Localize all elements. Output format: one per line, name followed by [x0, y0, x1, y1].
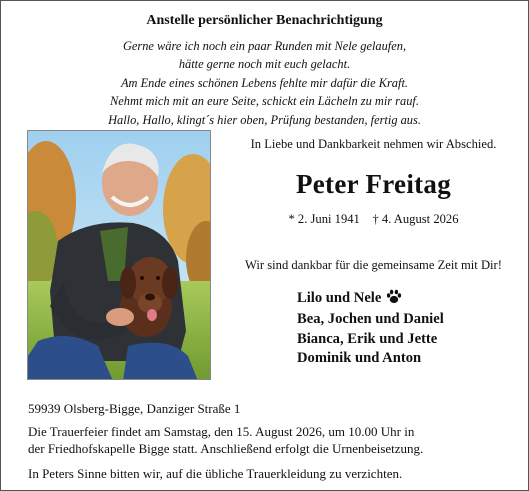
family-name: Bea, Jochen und Daniel — [297, 311, 444, 328]
family-name: Bianca, Erik und Jette — [297, 330, 438, 347]
funeral-details — [28, 423, 423, 457]
attire-note: In Peters Sinne bitten wir, auf die übliche Trauerkleidung zu verzichten. — [28, 466, 403, 481]
poem — [1, 37, 528, 129]
notice-heading: Anstelle persönlicher Benachrichtigung — [146, 13, 383, 28]
family-name: Lilo und Nele — [297, 290, 382, 306]
poem-line: Nehmt mich mit an eure Seite, schickt ein Lächeln zu mir rauf. — [110, 94, 419, 109]
family-row — [297, 289, 444, 310]
family-list — [297, 289, 444, 368]
poem-line: Hallo, Hallo, klingt´s hier oben, Prüfung bestanden, fertig aus. — [108, 112, 421, 127]
funeral-line: der Friedhofskapelle Bigge statt. Anschließend erfolgt die Urnenbeisetzung. — [28, 441, 424, 456]
thanks-line: Wir sind dankbar für die gemeinsame Zeit mit Dir! — [245, 258, 502, 272]
poem-line: hätte gerne noch mit euch gelacht. — [178, 57, 351, 72]
portrait-photo — [27, 130, 211, 380]
funeral-line: Die Trauerfeier findet am Samstag, den 15. August 2026, um 10.00 Uhr in — [28, 424, 415, 439]
family-name: Dominik und Anton — [297, 349, 422, 366]
poem-line: Am Ende eines schönen Lebens fehlte mir dafür die Kraft. — [120, 75, 408, 90]
mourning-address: 59939 Olsberg-Bigge, Danziger Straße 1 — [28, 401, 241, 416]
paw-print-icon — [386, 289, 402, 310]
life-dates: * 2. Juni 1941 † 4. August 2026 — [288, 212, 459, 226]
poem-line: Gerne wäre ich noch ein paar Runden mit Nele gelaufen, — [122, 39, 407, 53]
farewell-line: In Liebe und Dankbarkeit nehmen wir Abschied. — [250, 137, 497, 151]
deceased-name: Peter Freitag — [295, 169, 452, 199]
